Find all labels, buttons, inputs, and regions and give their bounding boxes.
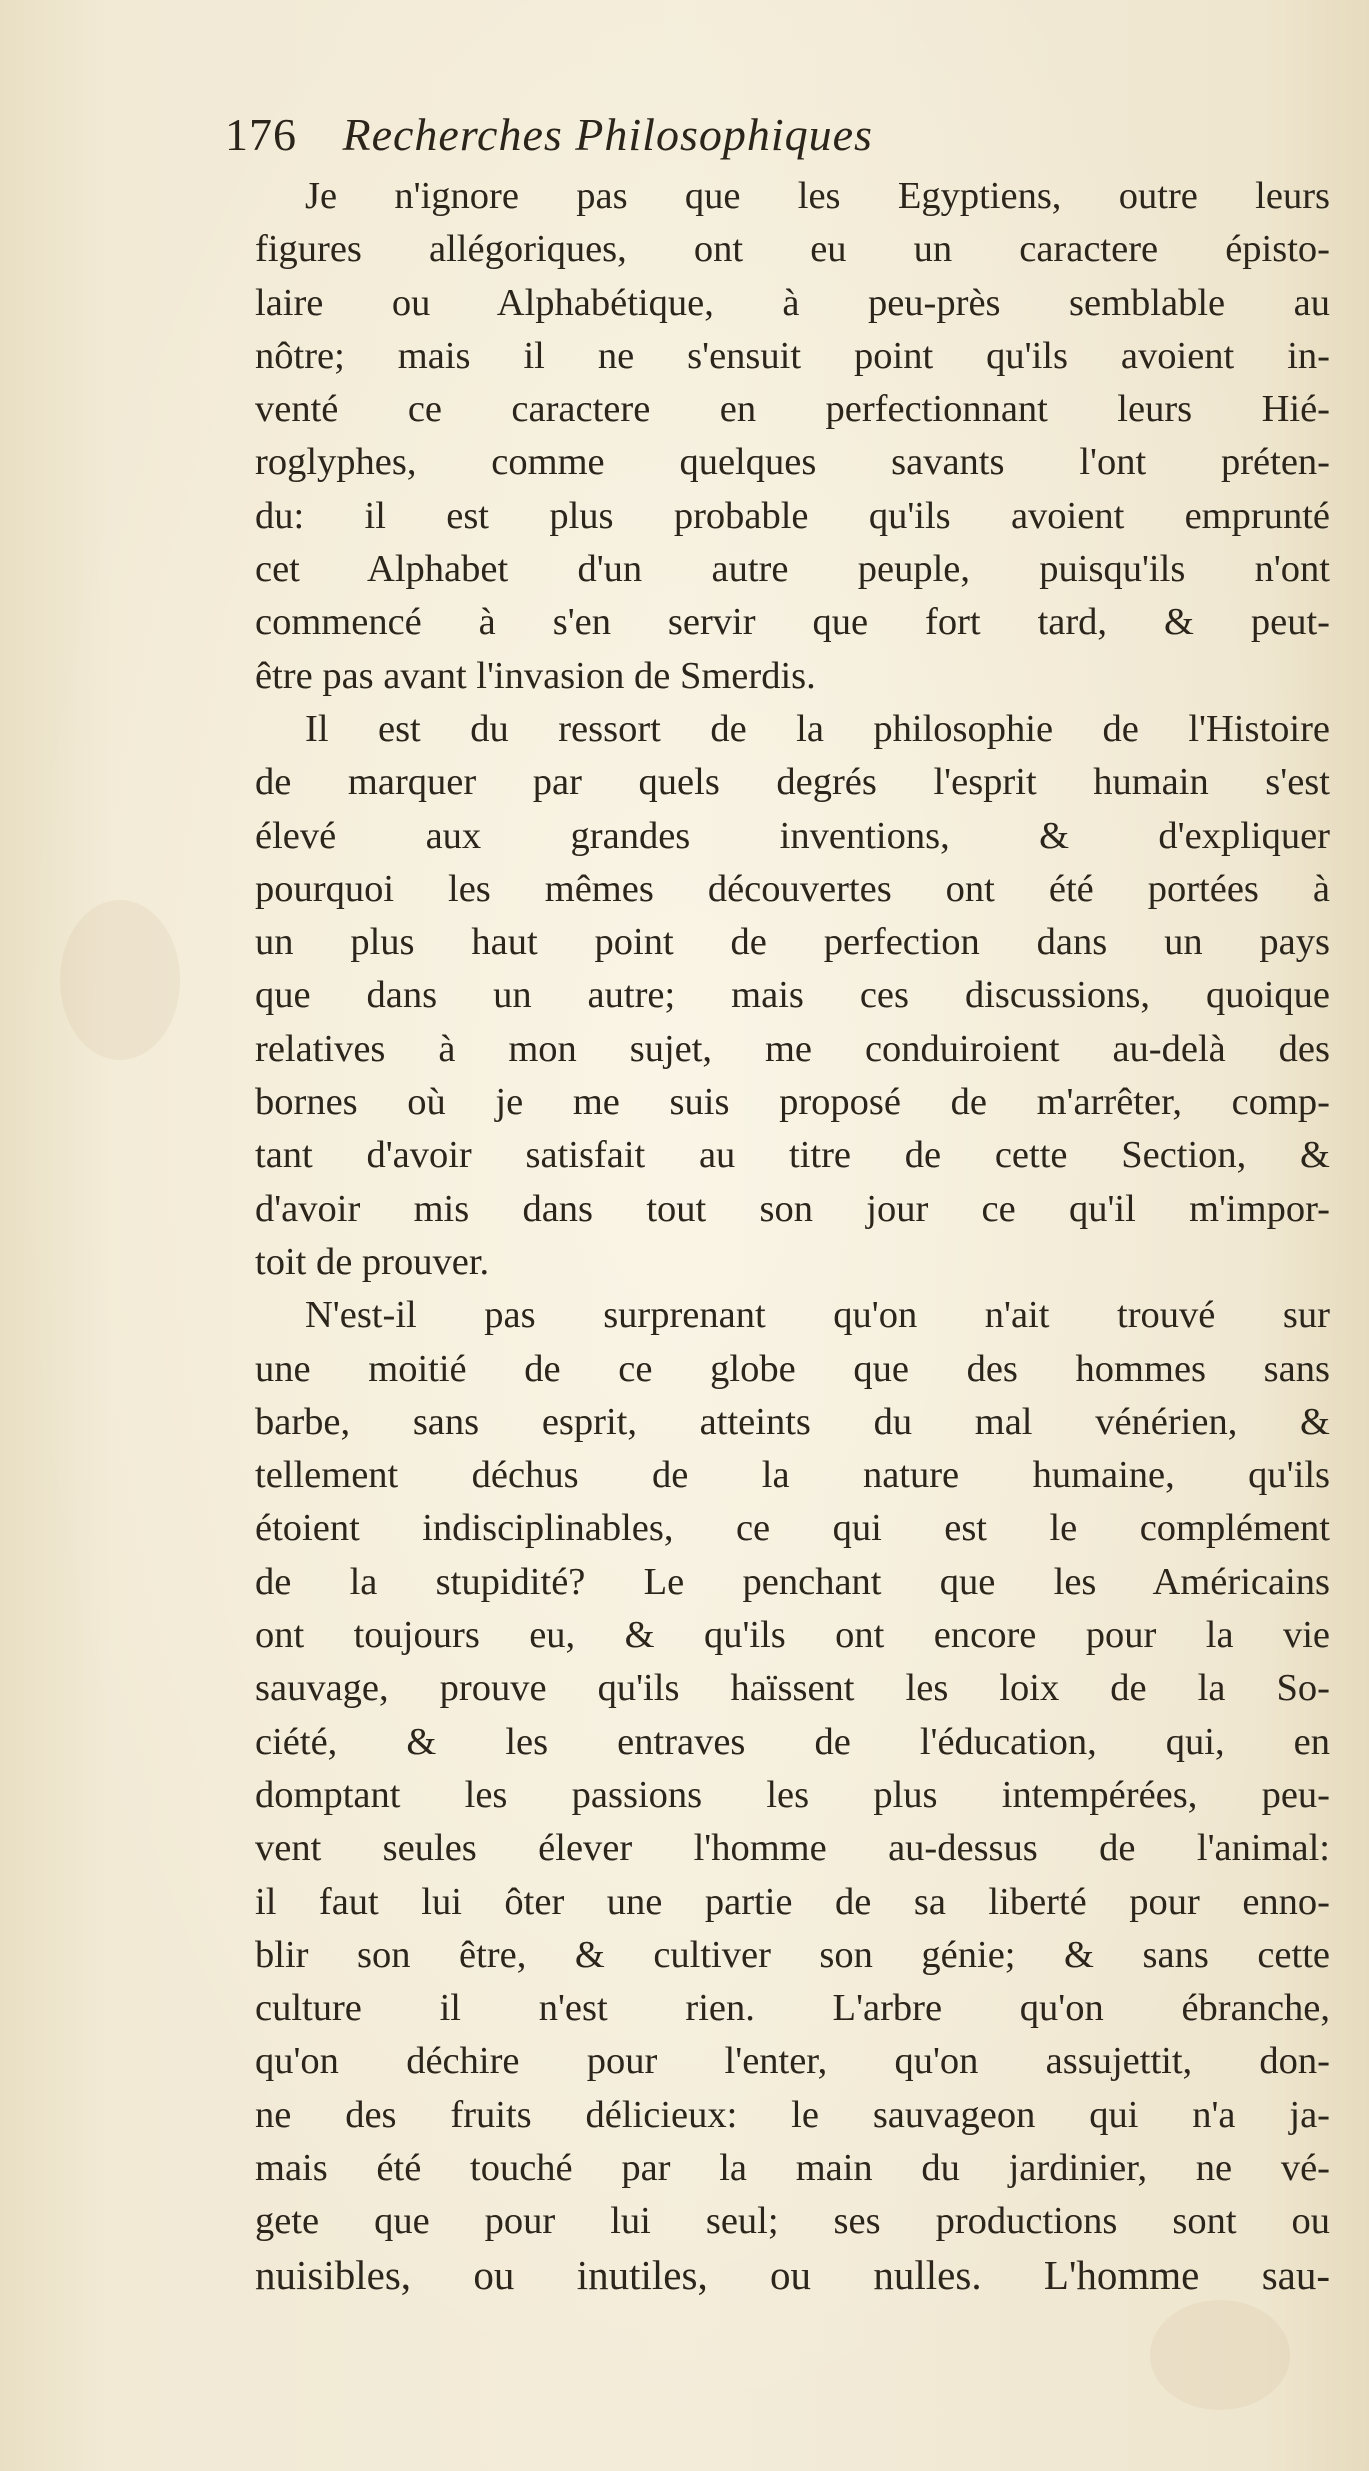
text-line: domptant les passions les plus intempérées, peu- — [255, 1773, 1330, 1816]
text-line: blir son être, & cultiver son génie; & sans cette — [255, 1933, 1330, 1976]
text-line: N'est-il pas surprenant qu'on n'ait trouvé sur — [305, 1294, 1330, 1337]
text-line: venté ce caractere en perfectionnant leurs Hié- — [255, 388, 1330, 431]
text-line: d'avoir mis dans tout son jour ce qu'il m'impor- — [255, 1187, 1330, 1230]
text-line: mais été touché par la main du jardinier, ne vé- — [255, 2146, 1330, 2189]
paper-stain — [1150, 2300, 1290, 2410]
text-line: nuisibles, ou inutiles, ou nulles. L'homme sau- — [255, 2251, 1330, 2298]
text-line: ne des fruits délicieux: le sauvageon qui n'a ja- — [255, 2093, 1330, 2136]
paragraph-end-line: toit de prouver. — [255, 1240, 490, 1283]
text-line: gete que pour lui seul; ses productions sont ou — [255, 2200, 1330, 2243]
text-line: roglyphes, comme quelques savants l'ont préten- — [255, 441, 1330, 484]
text-line: nôtre; mais il ne s'ensuit point qu'ils avoient in- — [255, 334, 1330, 377]
text-line: un plus haut point de perfection dans un pays — [255, 921, 1330, 964]
running-head — [225, 100, 1325, 170]
text-line: pourquoi les mêmes découvertes ont été portées à — [255, 867, 1330, 910]
text-line: ont toujours eu, & qu'ils ont encore pour la vie — [255, 1614, 1330, 1657]
text-line: figures allégoriques, ont eu un caractere épisto- — [255, 228, 1330, 271]
text-line: Je n'ignore pas que les Egyptiens, outre leurs — [305, 175, 1330, 217]
text-line: tant d'avoir satisfait au titre de cette Section, & — [255, 1134, 1330, 1177]
text-line: ciété, & les entraves de l'éducation, qui, en — [255, 1720, 1330, 1763]
running-title: Recherches Philosophiques — [342, 109, 873, 160]
text-line: de la stupidité? Le penchant que les Américains — [255, 1560, 1330, 1603]
text-line: une moitié de ce globe que des hommes sans — [255, 1347, 1330, 1390]
text-line: du: il est plus probable qu'ils avoient emprunté — [255, 494, 1330, 537]
text-line: il faut lui ôter une partie de sa liberté pour enno- — [255, 1880, 1330, 1923]
text-line: sauvage, prouve qu'ils haïssent les loix de la So- — [255, 1667, 1330, 1710]
text-line: commencé à s'en servir que fort tard, & peut- — [255, 601, 1330, 644]
text-line: laire ou Alphabétique, à peu-près semblable au — [255, 281, 1330, 324]
text-line: de marquer par quels degrés l'esprit humain s'est — [255, 761, 1330, 804]
body-text — [255, 170, 1330, 2302]
paragraph-end-line: être pas avant l'invasion de Smerdis. — [255, 654, 816, 697]
text-line: que dans un autre; mais ces discussions, quoique — [255, 974, 1330, 1017]
text-line: qu'on déchire pour l'enter, qu'on assujettit, don- — [255, 2040, 1330, 2083]
text-line: étoient indisciplinables, ce qui est le complément — [255, 1507, 1330, 1550]
text-line: barbe, sans esprit, atteints du mal vénérien, & — [255, 1400, 1330, 1443]
text-line: Il est du ressort de la philosophie de l'Histoire — [305, 707, 1330, 750]
text-line: bornes où je me suis proposé de m'arrêter, comp- — [255, 1081, 1330, 1124]
text-line: élevé aux grandes inventions, & d'expliquer — [255, 814, 1330, 857]
text-line: vent seules élever l'homme au-dessus de l'animal: — [255, 1827, 1330, 1870]
paper-stain — [60, 900, 180, 1060]
page-number: 176 — [225, 109, 297, 160]
text-line: tellement déchus de la nature humaine, qu'ils — [255, 1454, 1330, 1497]
text-line: culture il n'est rien. L'arbre qu'on ébranche, — [255, 1987, 1330, 2030]
text-line: cet Alphabet d'un autre peuple, puisqu'ils n'ont — [255, 548, 1330, 591]
text-line: relatives à mon sujet, me conduiroient au-delà des — [255, 1027, 1330, 1070]
